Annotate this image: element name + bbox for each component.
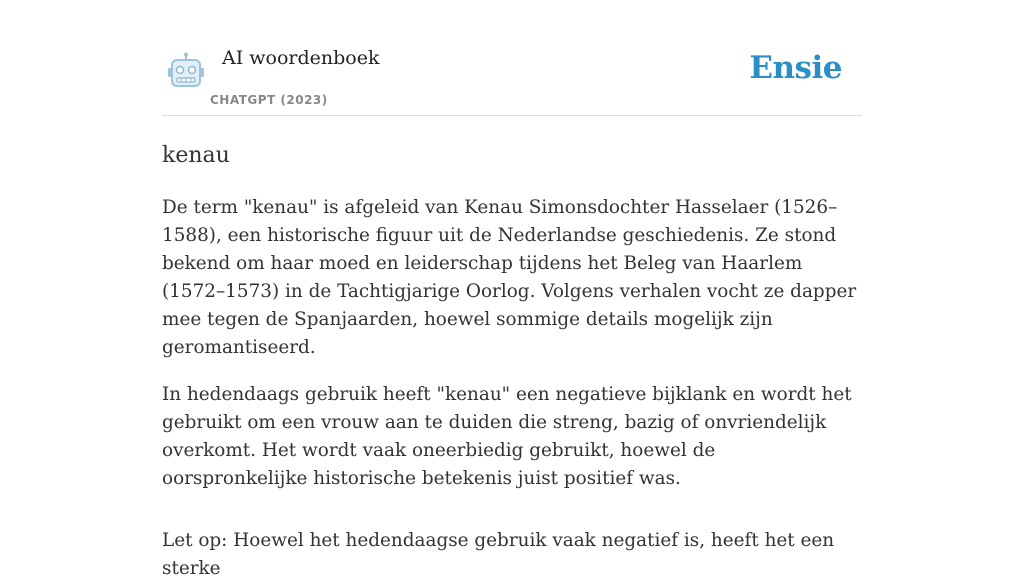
page: [162, 0, 862, 583]
robot-icon: [166, 52, 206, 88]
entry-body: [162, 194, 862, 583]
brand-logo[interactable]: Ensie: [749, 50, 842, 86]
entry-paragraph: De term "kenau" is afgeleid van Kenau Simonsdochter Hasselaer (1526–1588), een historische figuur uit de Nederlandse geschiedenis. Ze stond bekend om haar moed en leiderschap tijdens het Beleg van Haarlem (1572–1573) in de Tachtigjarige Oorlog. Volgens verhalen vocht ze dapper mee tegen de Spanjaarden, hoewel sommige details mogelijk zijn geromantiseerd.: [162, 197, 857, 358]
dictionary-source: CHATGPT (2023): [210, 93, 328, 107]
entry-paragraph: In hedendaags gebruik heeft "kenau" een negatieve bijklank en wordt het gebruikt om een vrouw aan te duiden die streng, bazig of onvriendelijk overkomt. Het wordt vaak oneerbiedig gebruikt, hoewel de oorspronkelijke historische betekenis juist positief was.: [162, 384, 852, 489]
dictionary-title[interactable]: AI woordenboek: [222, 47, 380, 69]
entry-headword: kenau: [162, 143, 230, 168]
header: [162, 0, 862, 116]
entry-paragraph: Let op: Hoewel het hedendaagse gebruik vaak negatief is, heeft het een sterke: [162, 530, 835, 579]
